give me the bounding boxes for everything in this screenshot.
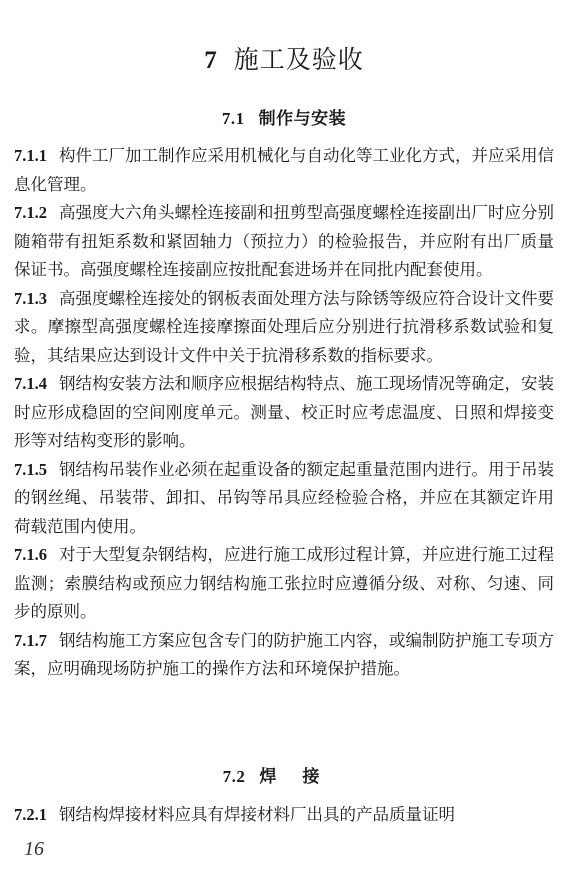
- clause-number: 7.1.4: [14, 374, 47, 393]
- clause-text: 高强度螺栓连接处的钢板表面处理方法与除锈等级应符合设计文件要求。摩擦型高强度螺栓连接摩擦面处理后应分别进行抗滑移系数试验和复验，其结果应达到设计文件中关于抗滑移系数的指标要求。: [14, 288, 554, 365]
- clause-number: 7.1.3: [14, 288, 47, 308]
- clause-7-1-1: [14, 142, 554, 199]
- section-title-text: 焊接: [259, 767, 346, 787]
- section-title-7-1: [0, 104, 568, 129]
- clause-text: 高强度大六角头螺栓连接副和扭剪型高强度螺栓连接副出厂时应分别随箱带有扭矩系数和紧固轴力（预拉力）的检验报告，并应附有出厂质量保证书。高强度螺栓连接副应按批配套进场并在同批内配套使用。: [14, 203, 554, 279]
- clause-7-1-3: [14, 285, 554, 371]
- clauses-7-2: [14, 801, 554, 830]
- clause-text: 钢结构焊接材料应具有焊接材料厂出具的产品质量证明: [59, 805, 455, 824]
- page-number: 16: [24, 838, 44, 860]
- clauses-7-1: [14, 142, 554, 684]
- clause-number: 7.1.5: [14, 459, 47, 479]
- clause-text: 钢结构吊装作业必须在起重设备的额定起重量范围内进行。用于吊装的钢丝绳、吊装带、卸扣、吊钩等吊具应经检验合格，并应在其额定许用荷载范围内使用。: [14, 459, 554, 536]
- section-number: 7.1: [221, 109, 245, 128]
- clause-text: 构件工厂加工制作应采用机械化与自动化等工业化方式，并应采用信息化管理。: [14, 146, 554, 194]
- clause-7-1-6: [14, 541, 554, 627]
- clause-number: 7.1.2: [14, 203, 47, 222]
- chapter-title-text: 施工及验收: [233, 45, 364, 74]
- clause-number: 7.1.6: [14, 545, 47, 564]
- clause-7-1-4: [14, 370, 554, 456]
- clause-number: 7.1.1: [14, 146, 47, 165]
- clause-7-1-2: [14, 199, 554, 285]
- chapter-title: [0, 40, 568, 76]
- clause-text: 对于大型复杂钢结构，应进行施工成形过程计算，并应进行施工过程监测；索膜结构或预应力钢结构施工张拉时应遵循分级、对称、匀速、同步的原则。: [14, 545, 554, 621]
- clause-text: 钢结构施工方案应包含专门的防护施工内容，或编制防护施工专项方案，应明确现场防护施工的操作方法和环境保护措施。: [14, 630, 554, 678]
- section-number: 7.2: [222, 767, 246, 786]
- clause-number: 7.2.1: [14, 805, 47, 824]
- clause-7-2-1: [14, 801, 554, 830]
- clause-text: 钢结构安装方法和顺序应根据结构特点、施工现场情况等确定，安装时应形成稳固的空间刚度单元。测量、校正时应考虑温度、日照和焊接变形等对结构变形的影响。: [14, 374, 554, 450]
- clause-7-1-7: [14, 627, 554, 684]
- clause-7-1-5: [14, 456, 554, 542]
- section-title-text: 制作与安装: [258, 109, 347, 129]
- section-title-7-2: [0, 762, 568, 787]
- chapter-number: 7: [204, 47, 218, 74]
- clause-number: 7.1.7: [14, 630, 47, 650]
